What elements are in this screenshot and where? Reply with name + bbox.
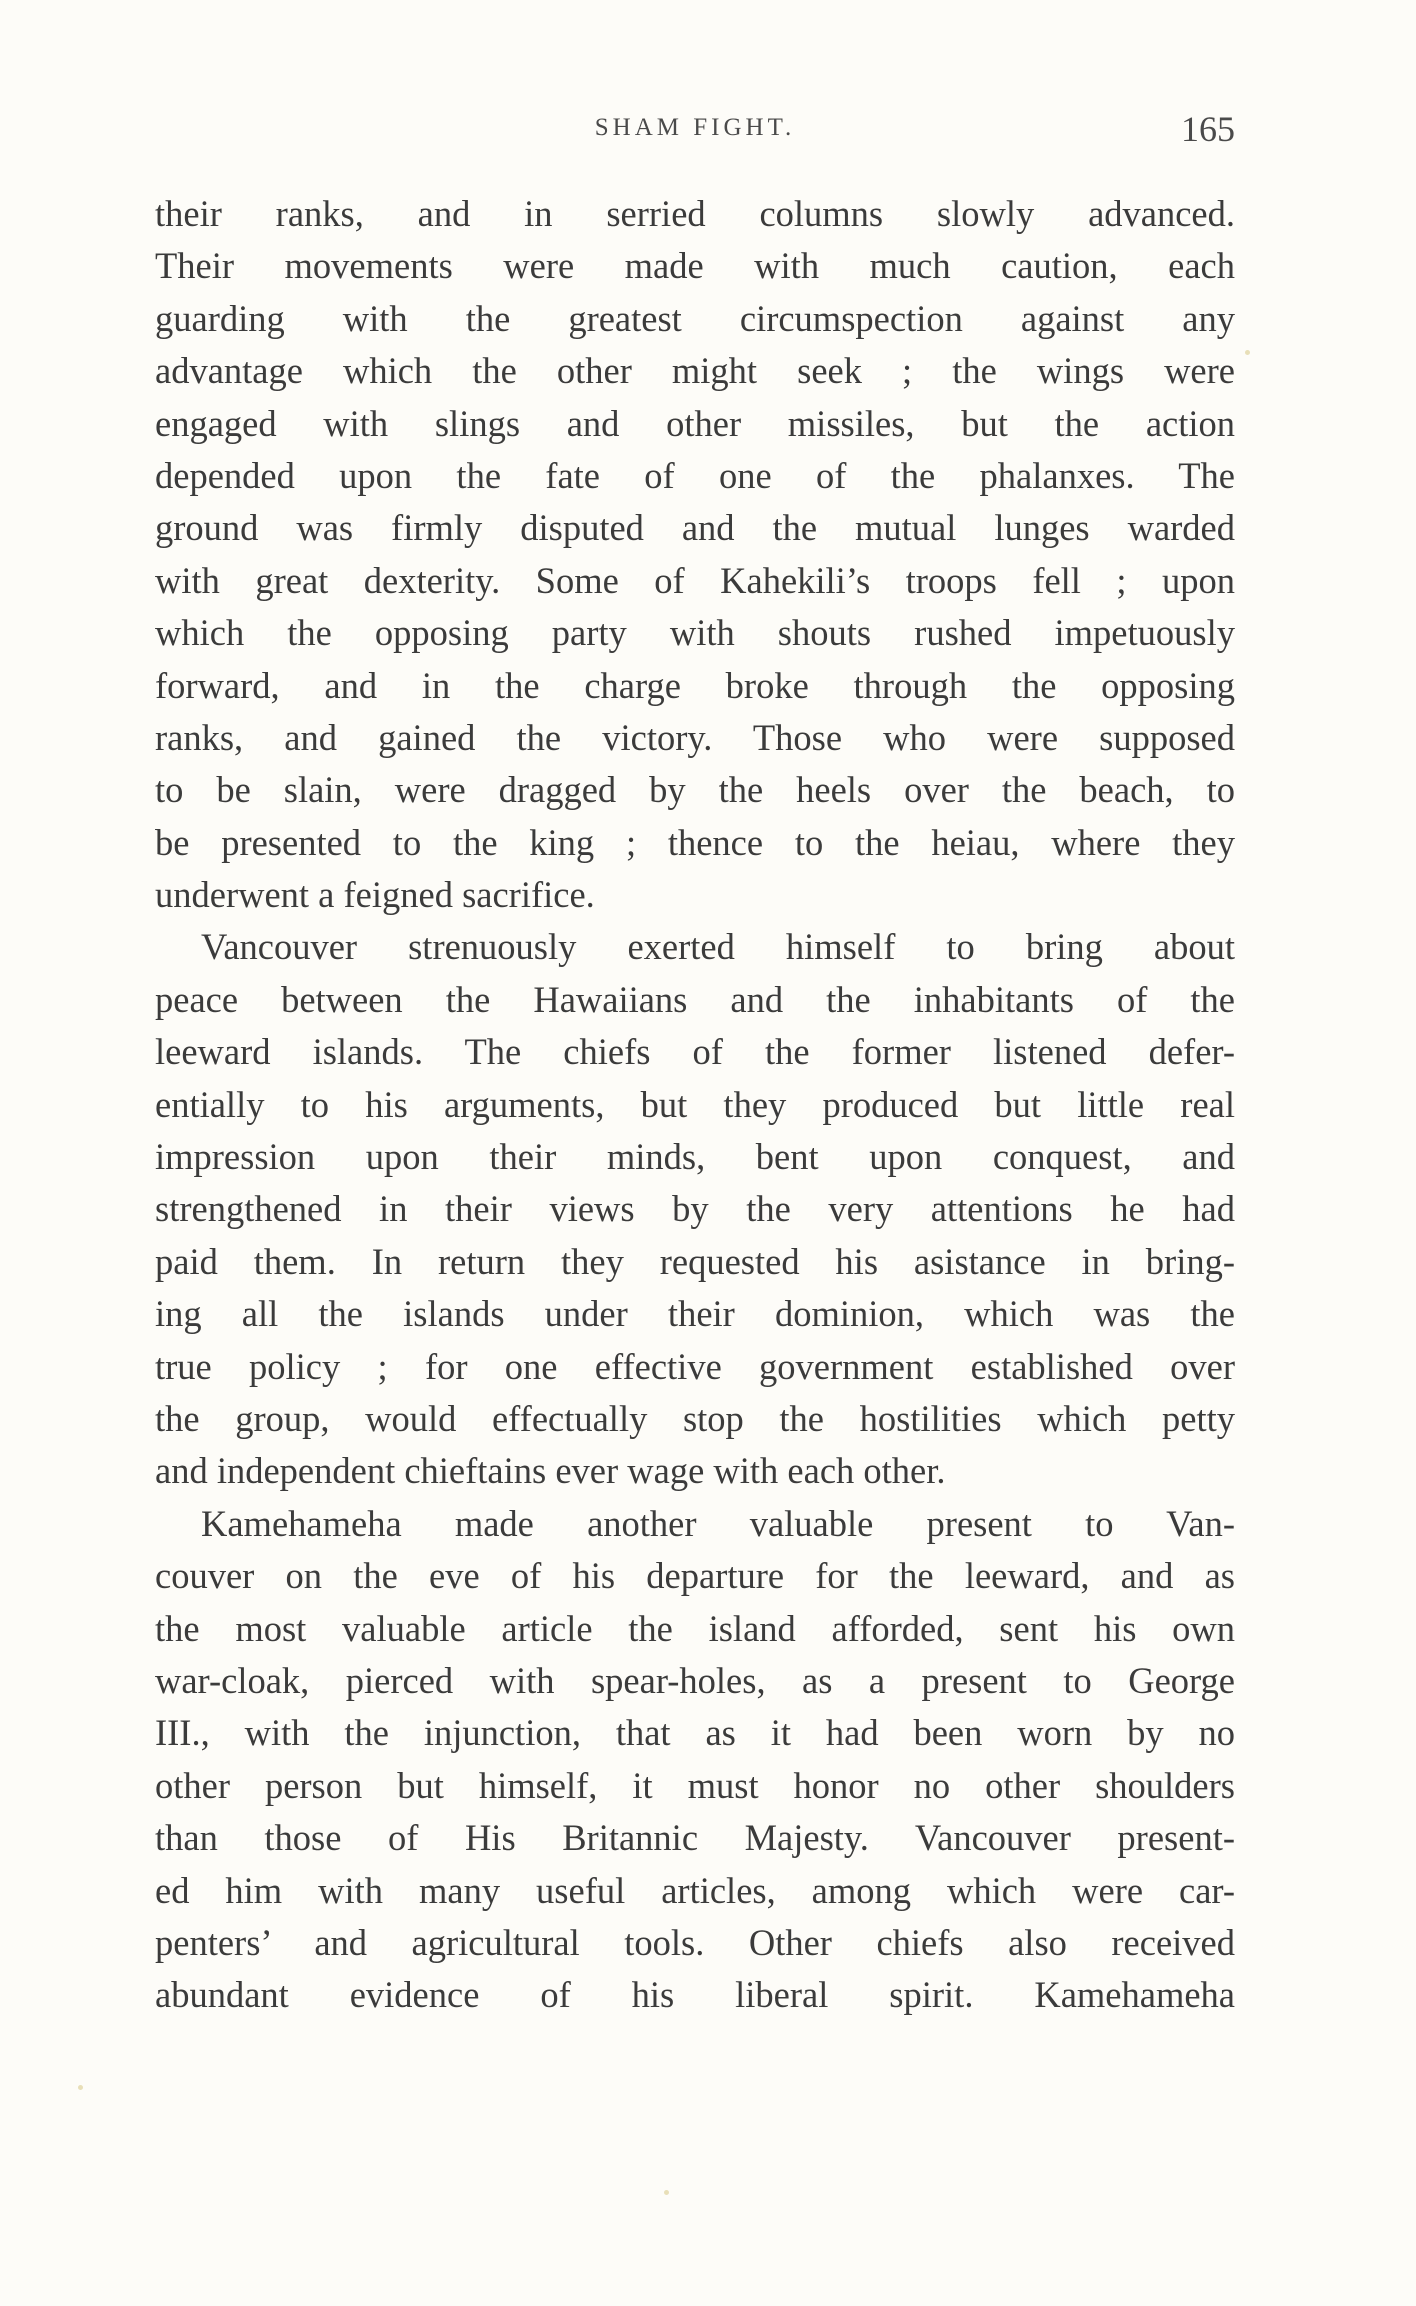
text-line: Their movements were made with much caution, each <box>155 245 1235 287</box>
paper-speck <box>1245 350 1250 355</box>
text-line: ing all the islands under their dominion, which was the <box>155 1293 1235 1335</box>
running-head <box>155 108 1235 148</box>
text-line: depended upon the fate of one of the phalanxes. The <box>155 454 1235 496</box>
text-line: engaged with slings and other missiles, but the action <box>155 402 1235 444</box>
text-line: forward, and in the charge broke through the opposing <box>155 664 1235 706</box>
text-line: III., with the injunction, that as it had been worn by no <box>155 1712 1235 1754</box>
text-line: be presented to the king ; thence to the heiau, where they <box>155 821 1235 863</box>
text-line: advantage which the other might seek ; the wings were <box>155 350 1235 392</box>
text-line: true policy ; for one effective government established over <box>155 1345 1235 1387</box>
text-line: and independent chieftains ever wage with each other. <box>155 1450 946 1492</box>
text-line: peace between the Hawaiians and the inhabitants of the <box>155 978 1235 1020</box>
text-line: ranks, and gained the victory. Those who were supposed <box>155 716 1235 758</box>
text-line: ed him with many useful articles, among which were car- <box>155 1869 1235 1911</box>
text-line: leeward islands. The chiefs of the former listened defer- <box>155 1031 1235 1073</box>
chapter-heading: SHAM FIGHT. <box>594 114 796 141</box>
text-line: which the opposing party with shouts rushed impetuously <box>155 612 1235 654</box>
text-line: with great dexterity. Some of Kahekili’s troops fell ; upon <box>155 559 1235 601</box>
paper-speck <box>78 2085 83 2090</box>
text-line: the most valuable article the island afforded, sent his own <box>155 1607 1235 1649</box>
body-text <box>155 188 1235 2022</box>
text-line: couver on the eve of his departure for the leeward, and as <box>155 1555 1235 1597</box>
page-number: 165 <box>1181 109 1235 149</box>
paper-speck <box>664 2190 669 2195</box>
text-line: abundant evidence of his liberal spirit. Kamehameha <box>155 1974 1235 2016</box>
text-line: war-cloak, pierced with spear-holes, as a present to George <box>155 1659 1235 1701</box>
text-line: than those of His Britannic Majesty. Vancouver present- <box>155 1817 1235 1859</box>
text-line: paid them. In return they requested his asistance in bring- <box>155 1240 1235 1282</box>
text-line: the group, would effectually stop the hostilities which petty <box>155 1397 1235 1439</box>
text-line: penters’ and agricultural tools. Other chiefs also received <box>155 1921 1235 1963</box>
text-line: guarding with the greatest circumspection against any <box>155 297 1235 339</box>
text-line: underwent a feigned sacrifice. <box>155 874 595 916</box>
text-line: ground was firmly disputed and the mutual lunges warded <box>155 507 1235 549</box>
text-line: their ranks, and in serried columns slowly advanced. <box>155 193 1235 234</box>
text-line: Kamehameha made another valuable present to Van- <box>201 1502 1235 1544</box>
text-line: strengthened in their views by the very attentions he had <box>155 1188 1235 1230</box>
text-line: entially to his arguments, but they produced but little real <box>155 1083 1235 1125</box>
text-line: other person but himself, it must honor no other shoulders <box>155 1764 1235 1806</box>
text-line: Vancouver strenuously exerted himself to bring about <box>201 926 1235 968</box>
text-line: impression upon their minds, bent upon conquest, and <box>155 1136 1235 1178</box>
text-line: to be slain, were dragged by the heels over the beach, to <box>155 769 1235 811</box>
